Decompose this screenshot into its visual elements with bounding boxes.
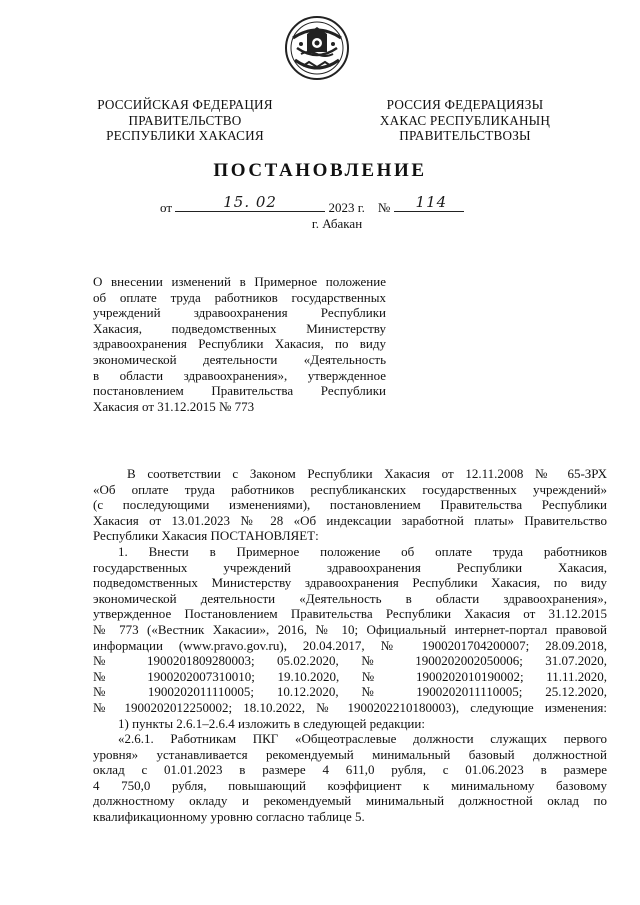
date-blank [175,193,325,212]
number-label: № [377,200,391,215]
subject-line: об оплате труда работников государственных [93,289,386,305]
year-label: 2023 г. [328,200,365,215]
city-label: г. Абакан [311,216,363,231]
body-line: № 1900202011110005; 10.12.2020, № 1900202011110005; 25.12.2020, [93,684,607,700]
date-number-line [160,193,464,216]
body-line: уровня» устанавливается рекомендуемый минимальный базовый должностной [93,746,607,762]
handwritten-number: 114 [415,193,448,211]
body-line: экономической деятельности «Деятельность в области здравоохранения», [93,590,607,606]
coat-of-arms-emblem [283,14,351,82]
body-line: № 1900202012250002; 18.10.2022, № 1900202210180003), следующие изменения: [93,699,607,715]
subject-line: в области здравоохранения», утвержденное [93,367,386,383]
header-right-line: ХАКАС РЕСПУБЛИКАНЫҢ [379,112,551,128]
subject-line: здравоохранения Республики Хакасия, по виду [93,336,386,352]
body-line: (с последующими изменениями), постановлением Правительства Республики [93,497,607,513]
handwritten-date: 15. 02 [223,193,277,211]
body-line: «Об оплате труда работников республиканских государственных учреждений» [93,481,607,497]
document-subject [93,274,386,414]
subject-line: Хакасия, подведомственных Министерству [93,320,386,336]
body-line: № 773 («Вестник Хакасии», 2016, № 10; Официальный интернет-портал правовой [93,621,607,637]
body-line: Республики Хакасия ПОСТАНОВЛЯЕТ: [93,528,319,544]
body-line: 1) пункты 2.6.1–2.6.4 изложить в следующей редакции: [118,715,425,731]
body-line: информации (www.pravo.gov.ru), 20.04.2017, № 1900201704200007; 28.09.2018, [93,637,607,653]
body-line: В соответствии с Законом Республики Хакасия от 12.11.2008 № 65-ЗРХ [127,466,607,481]
header-left-line: РЕСПУБЛИКИ ХАКАСИЯ [106,128,264,143]
document-title: ПОСТАНОВЛЕНИЕ [213,160,427,181]
header-right-line: ПРАВИТЕЛЬСТВОЗЫ [399,128,531,143]
header-right-block [350,97,580,144]
from-label: от [160,200,173,215]
number-blank [394,193,464,212]
body-line: 1. Внести в Примерное положение об оплате труда работников [118,543,607,559]
header-left-line: ПРАВИТЕЛЬСТВО [128,112,242,128]
header-right-line: РОССИЯ ФЕДЕРАЦИЯЗЫ [386,97,544,112]
body-line: «2.6.1. Работникам ПКГ «Общеотраслевые должности служащих первого [118,731,607,747]
subject-line: экономической деятельности «Деятельность [93,351,386,367]
subject-line: учреждений здравоохранения Республики [93,305,386,321]
document-body [93,466,607,825]
subject-line: Хакасия от 31.12.2015 № 773 [93,398,255,414]
body-line: № 1900202007310010; 19.10.2020, № 1900202010190002; 11.11.2020, [93,668,607,684]
body-line: должностному окладу и рекомендуемый минимальный должностной оклад по [93,793,607,809]
header-left-block [70,97,300,144]
body-line: оклад с 01.01.2023 в размере 4 611,0 рубля, с 01.06.2023 в размере [93,762,607,778]
subject-line: постановлением Правительства Республики [93,383,386,399]
body-line: квалификационному уровню согласно таблице 5. [93,809,365,825]
body-line: подведомственных Министерству здравоохранения Республики Хакасия, по виду [93,575,607,591]
body-line: № 1900201809280003; 05.02.2020, № 1900202002050006; 31.07.2020, [93,653,607,669]
header-left-line: РОССИЙСКАЯ ФЕДЕРАЦИЯ [97,97,273,112]
body-line: Хакасия от 13.01.2023 № 28 «Об индексации заработной платы» Правительство [93,512,607,528]
subject-line: О внесении изменений в Примерное положение [93,274,386,289]
body-line: утвержденное Постановлением Правительства Республики Хакасия от 31.12.2015 [93,606,607,622]
body-line: 4 750,0 рубля, повышающий коэффициент к минимальному базовому [93,777,607,793]
body-line: государственных учреждений здравоохранения Республики Хакасия, [93,559,607,575]
